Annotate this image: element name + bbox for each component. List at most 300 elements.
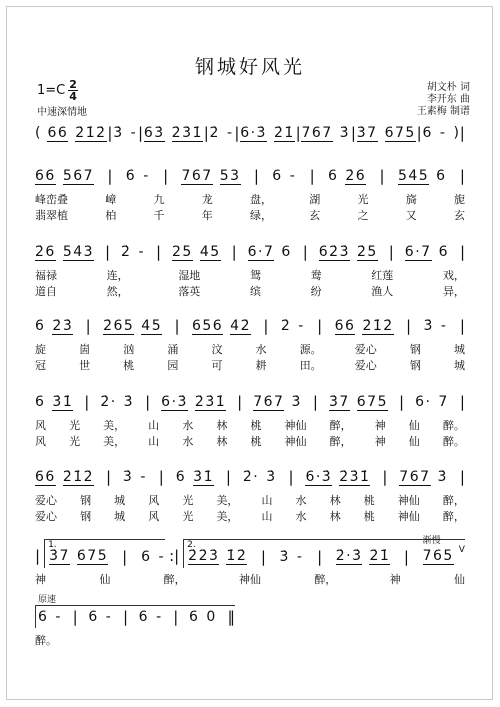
barline: | [155, 243, 162, 261]
lyric-syllable: 源。 [299, 343, 322, 356]
lyric-syllable: 旎 [454, 193, 465, 206]
measure [113, 125, 137, 141]
lyric-syllable: 然， [106, 285, 129, 298]
lyric-syllable: 城 [114, 494, 126, 507]
lyric-line [35, 208, 465, 224]
note-group: 53 [219, 167, 241, 184]
lyric-syllable: 神 [389, 573, 401, 586]
notes-line [35, 391, 465, 413]
note-group: 675 [384, 124, 416, 141]
measure [301, 125, 350, 142]
note-group: 2̇2̇3̇ [188, 548, 220, 564]
lyric-line [35, 358, 465, 374]
lyric-syllable: 湖 [309, 193, 321, 206]
notes-line [35, 595, 235, 628]
note-group: 3̇1̇ [193, 468, 214, 485]
measure [272, 168, 296, 184]
lyric-syllable: 醉。 [442, 435, 465, 448]
note-group: 6 [272, 168, 283, 184]
measure [189, 609, 217, 625]
lyric-syllable: 福禄 [35, 269, 57, 282]
measure [240, 125, 295, 142]
note-group: 6 [327, 168, 339, 184]
note-group: 3̇ [266, 469, 277, 485]
lyric-syllable: 神仙 [397, 494, 420, 507]
measure [281, 318, 305, 334]
note-group: 6 [436, 168, 447, 184]
lyric-syllable: 风 [35, 419, 46, 432]
barline: | [237, 393, 243, 411]
lyric-syllable: 钢 [80, 494, 92, 507]
lyric-syllable: 林 [329, 510, 341, 523]
note-group: 66 [35, 468, 56, 485]
measure [279, 549, 303, 565]
note-group: - [55, 609, 62, 625]
note-group: - [296, 548, 304, 565]
lyric-syllable: 旖 [405, 193, 417, 206]
time-denominator: 4 [69, 90, 77, 103]
lyric-syllable: 光 [69, 435, 81, 448]
barline: | [84, 393, 90, 411]
barline: | [459, 317, 465, 335]
note-group: - [105, 609, 113, 625]
lyric-syllable: 汹 [123, 343, 135, 356]
note-group: - [158, 548, 166, 565]
barline: | [234, 124, 240, 142]
measure [335, 318, 394, 335]
note-group: 2̇3̇1̇ [171, 124, 203, 141]
measure [49, 548, 108, 565]
barline: :| [169, 547, 180, 565]
time-numerator: 2 [69, 78, 77, 91]
note-group: 675 [76, 548, 109, 564]
note-group: - [440, 318, 448, 334]
lyric-syllable: 红莲 [371, 269, 394, 282]
note-group: - [143, 168, 150, 184]
lyric-syllable: 戏， [442, 269, 465, 282]
lyric-syllable: 龙 [201, 193, 213, 206]
lyric-syllable: 神仙 [284, 435, 307, 448]
barline: | [459, 243, 465, 261]
lyric-syllable: 翡翠植 [35, 209, 68, 222]
note-group: 6 [35, 394, 46, 410]
measure [253, 394, 302, 411]
lyric-syllable: 醉， [329, 419, 352, 432]
score-row [35, 165, 465, 224]
lyric-syllable: 神仙 [284, 419, 307, 432]
lyric-syllable: 钢 [409, 343, 421, 356]
lyric-syllable: 美， [103, 435, 126, 448]
tempo-change-mark: 原速 [38, 595, 57, 605]
notes-line [35, 241, 465, 263]
measure [319, 244, 378, 261]
lyric-syllable: 道自 [35, 285, 57, 298]
note-group: 62̇3̇ [318, 243, 350, 260]
lyric-syllable: 纷 [310, 285, 322, 298]
barline: | [312, 393, 318, 411]
measure [141, 549, 165, 565]
lyric-syllable: 水 [255, 343, 267, 356]
lyric-syllable: 仙 [408, 419, 420, 432]
measure [35, 469, 94, 486]
barline: | [379, 167, 385, 185]
measure [305, 469, 370, 486]
measure [103, 318, 162, 335]
lyric-syllable: 盘， [250, 193, 272, 206]
lyric-syllable: 峰峦叠 [35, 193, 68, 206]
note-group: 3̇ [437, 469, 448, 485]
lyric-syllable: 水 [295, 510, 307, 523]
barline: | [85, 317, 91, 335]
notes-line [35, 466, 465, 488]
measure [139, 609, 163, 625]
barline: | [203, 124, 209, 142]
measure [399, 469, 448, 486]
lyric-syllable: 美， [216, 510, 239, 523]
score-row [35, 536, 465, 588]
note-group: 2̇1̇ [369, 548, 391, 564]
note-group: 66 [35, 167, 56, 184]
lyric-syllable: 嶂 [105, 193, 117, 206]
lyric-syllable: 可 [211, 359, 223, 372]
note-group: 2̇6 [345, 167, 367, 184]
lyric-syllable: 醉， [314, 573, 337, 586]
note-group: - [289, 168, 297, 184]
note-group: 6 [38, 609, 49, 625]
lyric-syllable: 醉。 [35, 634, 57, 647]
lyric-syllable: 神仙 [397, 510, 420, 523]
measure [88, 609, 112, 625]
note-group: - [439, 125, 447, 141]
note-group: 45 [199, 243, 221, 260]
lyric-syllable: 崮 [79, 343, 91, 356]
note-group: 2̇1̇2̇ [362, 317, 394, 334]
lyric-syllable: 山 [261, 510, 273, 523]
measure [405, 244, 449, 261]
note-group: 3̇7 [356, 124, 378, 141]
lyric-syllable: 神 [374, 419, 386, 432]
barline: | [382, 468, 388, 486]
lyric-syllable: 柏 [105, 209, 117, 222]
barline: | [105, 468, 112, 486]
measure [248, 244, 292, 261]
lyric-syllable: 醉， [442, 510, 465, 523]
note-group: 3̇ [123, 394, 135, 410]
note-group: 767 [399, 468, 431, 485]
note-group: 63̇ [143, 124, 165, 141]
lyric-syllable: 爱心 [354, 343, 377, 356]
lyric-syllable: 仙 [453, 573, 465, 586]
notes-line [35, 315, 465, 337]
lyric-syllable: 渔人 [371, 285, 394, 298]
notes-line [35, 122, 465, 144]
lyric-syllable: 爱心 [35, 510, 57, 523]
lyric-syllable: 鸯 [310, 269, 322, 282]
note-group: - [226, 125, 234, 141]
lyric-syllable: 美， [216, 494, 239, 507]
lyric-syllable: 冠 [35, 359, 46, 372]
barline: | [459, 167, 465, 185]
barline: | [231, 243, 237, 261]
note-group: 6· [415, 394, 432, 410]
note-group: 2̇3̇ [52, 317, 74, 334]
note-group: 6 [175, 469, 187, 485]
measure [35, 125, 107, 142]
lyric-syllable: 世 [79, 359, 91, 372]
note-group: 767 [301, 124, 333, 141]
note-group: 6·7 [247, 243, 275, 260]
note-group: 3̇ [279, 548, 290, 565]
note-group: 2̇3̇1̇ [194, 393, 227, 410]
barline: | [459, 468, 465, 486]
lyric-syllable: 光 [182, 510, 194, 523]
lyric-syllable: 醉， [329, 435, 352, 448]
lyric-syllable: 桃 [250, 419, 262, 432]
barline: | [288, 468, 294, 486]
lyric-syllable: 桃 [250, 435, 262, 448]
measure [35, 168, 94, 185]
transcriber-credit: 王素梅 制谱 [416, 106, 470, 117]
note-group: 2̇3̇1̇ [339, 468, 371, 485]
note-group: 25 [171, 243, 193, 260]
barline: | [295, 124, 301, 142]
measure [35, 244, 94, 261]
barline: | [122, 547, 128, 566]
lyric-syllable: 林 [329, 494, 341, 507]
lyric-syllable: 风 [35, 435, 46, 448]
measure [423, 318, 447, 334]
note-group: - [140, 469, 147, 485]
lyric-syllable: 风 [148, 510, 160, 523]
note-group: 2̇·3̇ [335, 548, 363, 564]
notes-line [35, 536, 465, 567]
note-group: 6·7 [404, 243, 432, 260]
lyric-line [35, 633, 235, 649]
lyric-syllable: 鸳 [249, 269, 261, 282]
barline: | [459, 393, 465, 411]
volta-bracket [44, 539, 165, 568]
measure [357, 125, 416, 142]
breath-mark: V [458, 544, 465, 555]
barline: | [35, 547, 41, 565]
note-group: 6 [125, 168, 137, 184]
lyric-syllable: 园 [167, 359, 179, 372]
barline: | [107, 124, 113, 142]
barline: | [459, 124, 465, 142]
lyric-syllable: 仙 [408, 435, 420, 448]
lyric-syllable: 桃 [123, 359, 135, 372]
note-group: 66 [334, 317, 356, 334]
measure [336, 548, 391, 565]
measure [121, 244, 145, 260]
measure [35, 318, 73, 335]
measure [172, 244, 221, 261]
note-group: 42̇ [230, 317, 251, 334]
note-group: 6 [188, 609, 200, 625]
note-group: 2̇5 [357, 243, 378, 260]
lyric-line [35, 284, 465, 300]
score-row [35, 241, 465, 300]
note-group: 2̇ [121, 244, 132, 260]
measure [415, 394, 449, 410]
bracket-close: ) [453, 125, 459, 141]
lyric-syllable: 玄 [309, 209, 321, 222]
score-row [35, 391, 465, 450]
barline: | [163, 167, 169, 185]
barline: | [416, 124, 422, 142]
lyric-syllable: 田。 [299, 359, 322, 372]
barline: | [107, 167, 113, 185]
lyric-syllable: 玄 [454, 209, 465, 222]
note-group: 675 [356, 393, 388, 410]
note-group: 66 [47, 124, 69, 141]
measure [161, 394, 226, 411]
note-group: 767 [181, 167, 213, 184]
score-row [35, 315, 465, 374]
note-group: 6·3̇ [240, 124, 267, 141]
lyric-syllable: 光 [69, 419, 81, 432]
barline: | [388, 243, 394, 261]
notes-line [35, 165, 465, 187]
measure [210, 125, 234, 141]
lyric-syllable: 又 [405, 209, 417, 222]
lyric-syllable: 神仙 [238, 573, 261, 586]
note-group: - [130, 125, 138, 141]
barline: | [72, 608, 78, 626]
measure [328, 168, 366, 185]
note-group: 6 [88, 609, 99, 625]
lyric-syllable: 千 [153, 209, 165, 222]
song-title: 钢城好风光 [194, 56, 305, 78]
barline: | [105, 243, 111, 261]
note-group: 543 [62, 243, 95, 260]
note-group: 767 [253, 393, 285, 410]
barline: | [302, 243, 308, 261]
lyric-syllable: 钢 [80, 510, 92, 523]
lyric-syllable: 年 [201, 209, 213, 222]
measure [188, 548, 247, 565]
note-group: 6 [141, 548, 152, 565]
lyric-syllable: 醉， [163, 573, 186, 586]
bracket-open: ( [35, 125, 41, 141]
note-group: 2̇ [209, 125, 220, 141]
note-group: 2̇1̇2̇ [62, 468, 95, 485]
lyric-line [35, 268, 465, 284]
lyric-syllable: 林 [216, 419, 228, 432]
lyric-syllable: 美， [103, 419, 126, 432]
measure [144, 125, 203, 142]
barline: | [122, 608, 129, 626]
note-group: 3̇7 [49, 548, 70, 564]
note-group: 567 [62, 167, 95, 184]
barline: | [309, 167, 315, 185]
lyric-syllable: 神 [35, 573, 46, 586]
barline: ‖ [227, 608, 235, 626]
lyric-line [35, 509, 465, 525]
barline: | [173, 608, 179, 626]
lyric-syllable: 醉， [442, 494, 465, 507]
lyric-syllable: 落英 [178, 285, 201, 298]
lyric-syllable: 爱心 [35, 494, 57, 507]
lyric-syllable: 绿， [250, 209, 272, 222]
measure [422, 125, 458, 141]
lyric-syllable: 旋 [35, 343, 46, 356]
measure [181, 168, 240, 185]
barline: | [350, 124, 356, 142]
key-label: 1=C [37, 83, 66, 98]
measure [243, 469, 277, 485]
lyric-syllable: 林 [216, 435, 228, 448]
lyric-syllable: 城 [453, 359, 465, 372]
barline: | [403, 547, 409, 566]
note-group: 3̇ [122, 469, 134, 485]
note-group: 2̇· [242, 469, 260, 485]
note-group: 0 [206, 609, 217, 625]
note-group: 6·3̇ [305, 468, 333, 485]
lyric-syllable: 耕 [255, 359, 267, 372]
lyric-syllable: 山 [148, 435, 160, 448]
lyric-syllable: 异， [442, 285, 465, 298]
note-group: 3̇ [339, 125, 351, 141]
barline: | [174, 317, 180, 335]
barline: | [317, 547, 323, 566]
lyric-syllable: 仙 [99, 573, 111, 586]
barline: | [137, 124, 144, 142]
barline: | [260, 547, 266, 566]
lyric-syllable: 汶 [211, 343, 223, 356]
lyric-syllable: 水 [182, 419, 194, 432]
lyricist-credit: 胡文朴 词 [426, 82, 470, 93]
volta-label: 1. [48, 539, 57, 550]
lyric-line [35, 418, 465, 434]
barline: | [225, 468, 231, 486]
lyric-syllable: 光 [182, 494, 194, 507]
note-group: 2̇65 [103, 317, 135, 334]
volta-label: 2. [187, 539, 196, 550]
note-group: 656 [191, 317, 224, 334]
note-group: 6 [438, 244, 449, 260]
lyric-syllable: 九 [153, 193, 165, 206]
measure [192, 318, 251, 335]
lyric-syllable: 桃 [363, 494, 375, 507]
lyric-syllable: 山 [261, 494, 273, 507]
lyric-syllable: 桃 [363, 510, 375, 523]
lyric-line [35, 342, 465, 358]
barline: | [145, 393, 151, 411]
note-group: 6 [138, 609, 150, 625]
barline: | [317, 317, 323, 335]
measure [329, 394, 388, 411]
measure [123, 469, 147, 485]
composer-credit: 李开东 曲 [426, 94, 470, 105]
barline: | [253, 167, 259, 185]
score-row [35, 595, 235, 649]
note-group: 3̇7 [328, 393, 350, 410]
note-group: 6·3̇ [161, 393, 188, 410]
lyric-syllable: 水 [295, 494, 307, 507]
lyric-syllable: 爱心 [354, 359, 377, 372]
tempo-marking: 中速深情地 [37, 107, 87, 118]
lyric-syllable: 湿地 [178, 269, 201, 282]
note-group: 545 [397, 167, 430, 184]
measure [422, 536, 465, 565]
measure [126, 168, 150, 184]
note-group: 3̇ [291, 394, 302, 410]
lyric-syllable: 山 [148, 419, 160, 432]
note-group: 6 [422, 125, 433, 141]
note-group: 6 [35, 318, 46, 334]
note-group: - [298, 318, 305, 334]
